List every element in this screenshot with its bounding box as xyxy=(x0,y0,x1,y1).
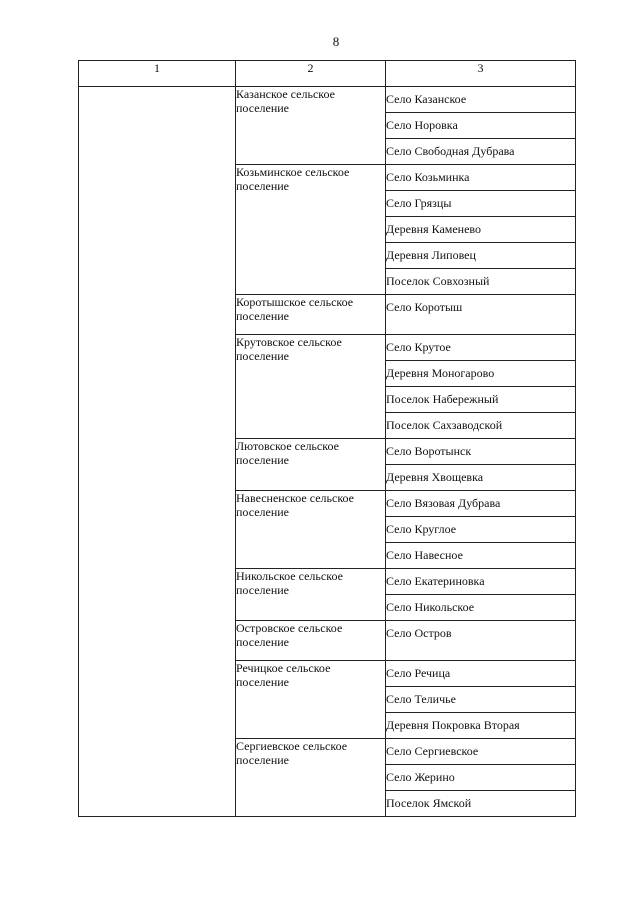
header-row xyxy=(79,61,576,87)
village-cell: Село Крутое xyxy=(386,335,576,361)
village-cell: Село Речица xyxy=(386,661,576,687)
village-cell: Село Жерино xyxy=(386,765,576,791)
settlement-name-cell: Никольское сельское поселение xyxy=(236,569,386,621)
settlement-name-cell: Лютовское сельское поселение xyxy=(236,439,386,491)
table-body xyxy=(79,87,576,817)
column-header-3: 3 xyxy=(386,61,576,87)
column-header-1: 1 xyxy=(79,61,236,87)
village-cell: Село Остров xyxy=(386,621,576,661)
village-cell: Поселок Набережный xyxy=(386,387,576,413)
village-cell: Село Навесное xyxy=(386,543,576,569)
village-cell: Село Екатериновка xyxy=(386,569,576,595)
village-cell: Село Воротынск xyxy=(386,439,576,465)
region-cell xyxy=(79,87,236,817)
village-cell: Село Норовка xyxy=(386,113,576,139)
settlement-name-cell: Сергиевское сельское поселение xyxy=(236,739,386,817)
column-header-2: 2 xyxy=(236,61,386,87)
village-cell: Село Сергиевское xyxy=(386,739,576,765)
village-cell: Деревня Каменево xyxy=(386,217,576,243)
village-cell: Поселок Ямской xyxy=(386,791,576,817)
settlement-name-cell: Коротышское сельское поселение xyxy=(236,295,386,335)
village-cell: Деревня Хвощевка xyxy=(386,465,576,491)
settlement-name-cell: Островское сельское поселение xyxy=(236,621,386,661)
settlement-name-cell: Казанское сельское поселение xyxy=(236,87,386,165)
table-row xyxy=(79,87,576,113)
village-cell: Поселок Совхозный xyxy=(386,269,576,295)
settlement-name-cell: Крутовское сельское поселение xyxy=(236,335,386,439)
village-cell: Поселок Сахзаводской xyxy=(386,413,576,439)
page-number: 8 xyxy=(332,34,340,49)
village-cell: Село Вязовая Дубрава xyxy=(386,491,576,517)
village-cell: Село Коротыш xyxy=(386,295,576,335)
village-cell: Село Свободная Дубрава xyxy=(386,139,576,165)
village-cell: Деревня Покровка Вторая xyxy=(386,713,576,739)
village-cell: Село Никольское xyxy=(386,595,576,621)
village-cell: Деревня Липовец xyxy=(386,243,576,269)
settlement-name-cell: Навесненское сельское поселение xyxy=(236,491,386,569)
village-cell: Село Теличье xyxy=(386,687,576,713)
settlements-table xyxy=(78,60,576,817)
village-cell: Деревня Моногарово xyxy=(386,361,576,387)
village-cell: Село Козьминка xyxy=(386,165,576,191)
settlement-name-cell: Речицкое сельское поселение xyxy=(236,661,386,739)
village-cell: Село Круглое xyxy=(386,517,576,543)
village-cell: Село Грязцы xyxy=(386,191,576,217)
village-cell: Село Казанское xyxy=(386,87,576,113)
settlement-name-cell: Козьминское сельское поселение xyxy=(236,165,386,295)
